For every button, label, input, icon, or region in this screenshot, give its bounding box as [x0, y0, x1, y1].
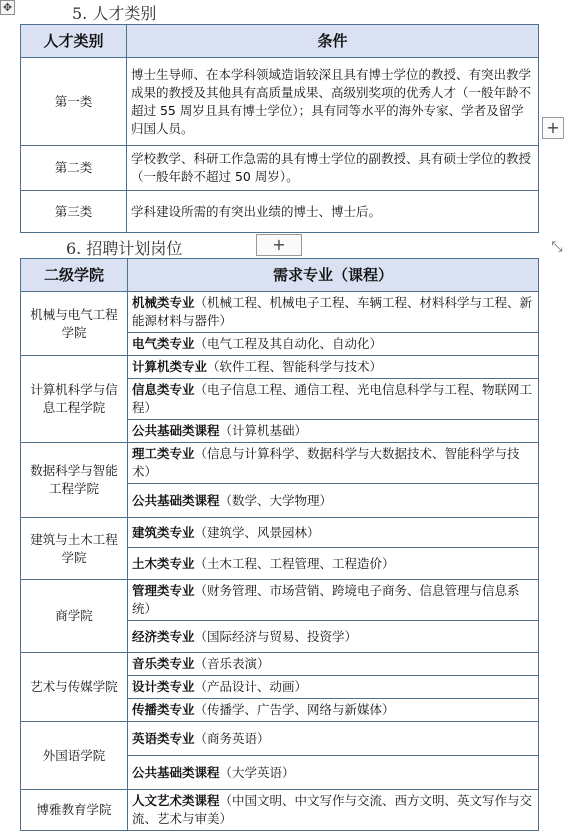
college-cell: 计算机科学与信息工程学院 — [21, 356, 128, 443]
major-type: 管理类专业 — [132, 583, 195, 598]
major-cell — [128, 653, 539, 676]
table-row — [21, 653, 539, 676]
header-college: 二级学院 — [21, 259, 128, 292]
major-detail: （信息与计算科学、数据科学与大数据技术、智能科学与技术） — [132, 446, 520, 479]
major-detail: （电气工程及其自动化、自动化） — [194, 336, 383, 351]
major-cell — [128, 356, 539, 379]
major-detail: （财务管理、市场营销、跨境电子商务、信息管理与信息系统） — [132, 583, 520, 616]
major-type: 经济类专业 — [132, 628, 195, 644]
major-type: 理工类专业 — [132, 446, 195, 461]
major-cell — [128, 484, 539, 518]
add-row-button[interactable]: + — [256, 234, 302, 256]
major-type: 人文艺术类课程 — [132, 793, 220, 808]
major-cell — [128, 518, 539, 548]
major-detail: （音乐表演） — [194, 656, 270, 671]
major-type: 建筑类专业 — [132, 524, 195, 540]
major-type: 英语类专业 — [132, 730, 195, 746]
major-detail: （数学、大学物理） — [219, 492, 333, 508]
college-cell: 艺术与传媒学院 — [21, 653, 128, 722]
major-cell — [128, 333, 539, 356]
table-row — [21, 58, 539, 146]
major-cell — [128, 379, 539, 420]
major-detail: （商务英语） — [194, 730, 270, 746]
condition-cell: 学科建设所需的有突出业绩的博士、博士后。 — [127, 191, 539, 233]
major-cell — [128, 722, 539, 756]
major-detail: （国际经济与贸易、投资学） — [194, 628, 358, 644]
major-cell — [128, 676, 539, 699]
major-cell — [128, 292, 539, 333]
college-cell: 博雅教育学院 — [21, 790, 128, 831]
category-cell: 第一类 — [21, 58, 127, 146]
category-cell: 第三类 — [21, 191, 127, 233]
table-row — [21, 580, 539, 621]
major-type: 传播类专业 — [132, 702, 195, 717]
major-detail: （计算机基础） — [219, 423, 308, 438]
table-row — [21, 146, 539, 191]
major-type: 音乐类专业 — [132, 656, 195, 671]
college-cell: 商学院 — [21, 580, 128, 653]
major-type: 公共基础类课程 — [132, 764, 220, 780]
major-cell — [128, 580, 539, 621]
header-condition: 条件 — [127, 25, 539, 58]
major-type: 计算机类专业 — [132, 359, 208, 374]
header-talent-category: 人才类别 — [21, 25, 127, 58]
section-5-title: 5. 人才类别 — [72, 4, 157, 23]
table-row — [21, 518, 539, 548]
expand-icon[interactable]: ⤡ — [551, 239, 563, 255]
major-detail: （电子信息工程、通信工程、光电信息科学与工程、物联网工程） — [132, 382, 533, 415]
major-detail: （建筑学、风景园林） — [194, 524, 320, 540]
major-detail: （机械工程、机械电子工程、车辆工程、材料科学与工程、新能源材料与器件） — [132, 295, 533, 328]
section-6-title: 6. 招聘计划岗位 — [66, 239, 183, 258]
college-cell: 建筑与土木工程学院 — [21, 518, 128, 580]
add-column-button[interactable]: + — [542, 117, 564, 139]
recruitment-plan-table — [20, 258, 539, 831]
major-cell — [128, 548, 539, 580]
table-row — [21, 191, 539, 233]
major-type: 公共基础类课程 — [132, 492, 220, 508]
condition-cell: 博士生导师、在本学科领域造诣较深且具有博士学位的教授、有突出教学成果的教授及其他具有高质量成果、高级别奖项的优秀人才（一般年龄不超过 55 周岁且具有博士学位）；具有同等水平的海外专家、学者及留学归国人员。 — [127, 58, 539, 146]
major-cell — [128, 790, 539, 831]
category-cell: 第二类 — [21, 146, 127, 191]
major-detail: （传播学、广告学、网络与新媒体） — [194, 702, 395, 717]
table-row — [21, 790, 539, 831]
talent-category-table — [20, 24, 539, 233]
major-detail: （大学英语） — [219, 764, 295, 780]
table-row — [21, 356, 539, 379]
major-cell — [128, 699, 539, 722]
college-cell: 外国语学院 — [21, 722, 128, 790]
major-cell — [128, 621, 539, 653]
table-row — [21, 722, 539, 756]
major-type: 设计类专业 — [132, 679, 195, 694]
major-detail: （软件工程、智能科学与技术） — [207, 359, 383, 374]
major-type: 土木类专业 — [132, 555, 195, 571]
table-row — [21, 443, 539, 484]
major-type: 公共基础类课程 — [132, 423, 220, 438]
major-type: 机械类专业 — [132, 295, 195, 310]
major-detail: （中国文明、中文写作与交流、西方文明、英文写作与交流、艺术与审美） — [132, 793, 533, 826]
table-move-handle-icon[interactable]: ✥ — [0, 0, 15, 15]
major-cell — [128, 443, 539, 484]
college-cell: 数据科学与智能工程学院 — [21, 443, 128, 518]
college-cell: 机械与电气工程学院 — [21, 292, 128, 356]
header-major: 需求专业（课程） — [128, 259, 539, 292]
major-cell — [128, 756, 539, 790]
major-type: 电气类专业 — [132, 336, 195, 351]
major-detail: （产品设计、动画） — [194, 679, 308, 694]
table-row — [21, 292, 539, 333]
major-detail: （土木工程、工程管理、工程造价） — [194, 555, 395, 571]
major-type: 信息类专业 — [132, 382, 195, 397]
condition-cell: 学校教学、科研工作急需的具有博士学位的副教授、具有硕士学位的教授（一般年龄不超过 50 周岁）。 — [127, 146, 539, 191]
major-cell — [128, 420, 539, 443]
